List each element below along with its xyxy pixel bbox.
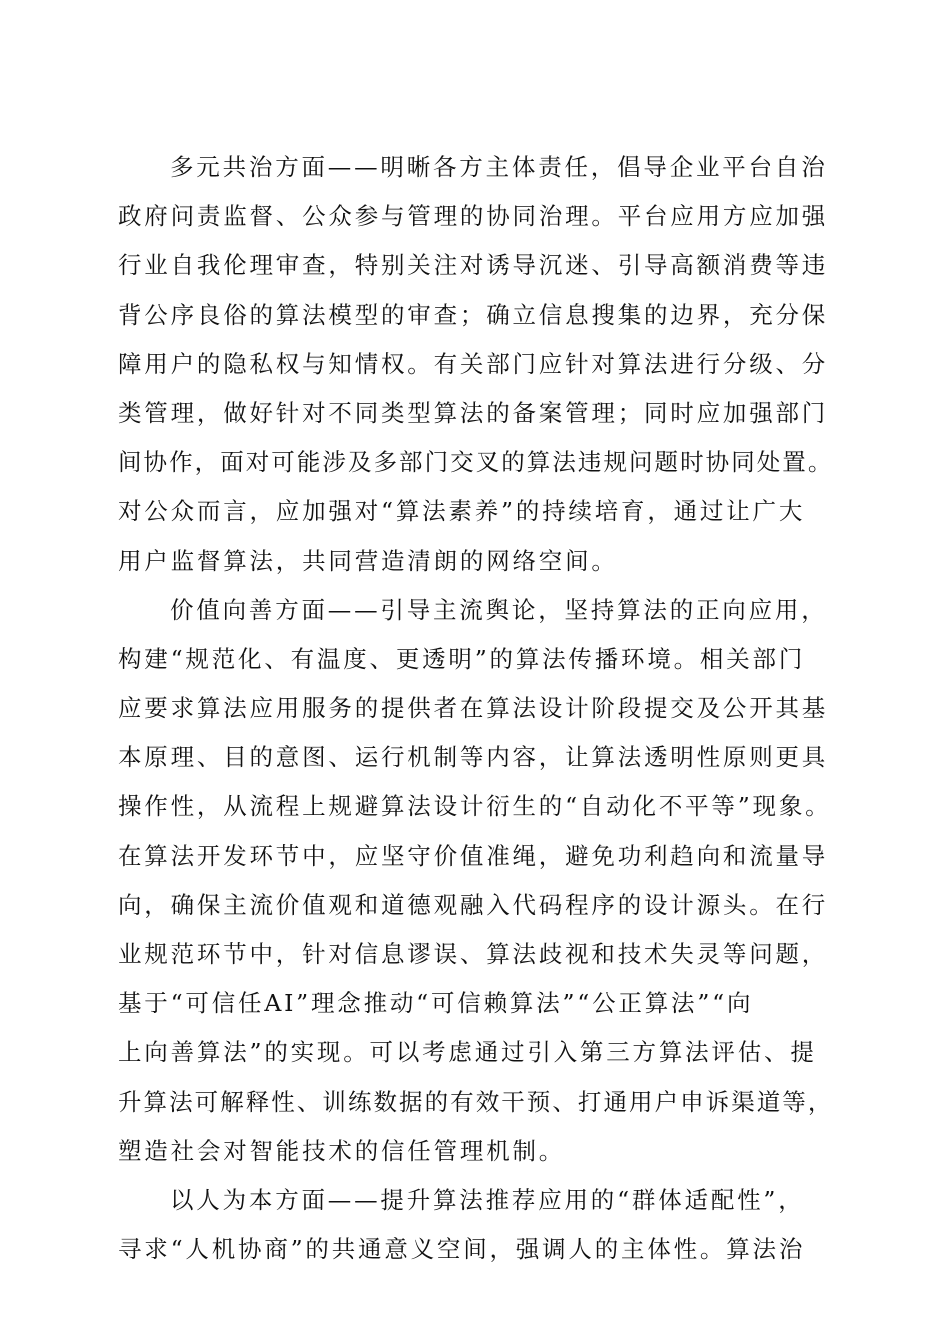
text-line: 对公众而言，应加强对“算法素养”的持续培育，通过让广大 [118,497,806,526]
text-line: 间协作，面对可能涉及多部门交叉的算法违规问题时协同处置。 [118,448,834,477]
paragraph-first-line: 多元共治方面——明晰各方主体责任，倡导企业平台自治 [170,153,828,181]
text-line: 升算法可解释性、训练数据的有效干预、打通用户申诉渠道等， [118,1087,834,1116]
paragraph-first-line: 价值向善方面——引导主流舆论，坚持算法的正向应用， [170,595,828,624]
text-line: 在算法开发环节中，应坚守价值准绳，避免功利趋向和流量导 [118,841,829,870]
text-line: 行业自我伦理审查，特别关注对诱导沉迷、引导高额消费等违 [118,251,829,280]
text-line: 业规范环节中，针对信息谬误、算法歧视和技术失灵等问题， [118,940,829,968]
paragraph-first-line: 以人为本方面——提升算法推荐应用的“群体适配性”， [170,1185,805,1214]
text-line: 障用户的隐私权与知情权。有关部门应针对算法进行分级、分 [118,349,829,378]
text-line: 塑造社会对智能技术的信任管理机制。 [118,1136,566,1165]
text-line: 向，确保主流价值观和道德观融入代码程序的设计源头。在行 [118,890,829,919]
text-line: 应要求算法应用服务的提供者在算法设计阶段提交及公开其基 [118,694,829,723]
text-line: 上向善算法”的实现。可以考虑通过引入第三方算法评估、提 [118,1038,817,1067]
text-line: 寻求“人机协商”的共通意义空间，强调人的主体性。算法治 [118,1235,806,1264]
text-line: 操作性，从流程上规避算法设计衍生的“自动化不平等”现象。 [118,792,832,821]
text-line: 构建“规范化、有温度、更透明”的算法传播环境。相关部门 [118,644,806,673]
body-text [118,143,838,1274]
text-line: 政府问责监督、公众参与管理的协同治理。平台应用方应加强 [118,202,829,231]
text-line: 本原理、目的意图、运行机制等内容，让算法透明性原则更具 [118,743,829,772]
text-line: 基于“可信任AI”理念推动“可信赖算法”“公正算法”“向 [118,989,754,1018]
text-line: 用户监督算法，共同营造清朗的网络空间。 [118,546,618,575]
text-line: 类管理，做好针对不同类型算法的备案管理；同时应加强部门 [118,398,829,427]
text-line: 背公序良俗的算法模型的审查；确立信息搜集的边界，充分保 [118,300,829,329]
